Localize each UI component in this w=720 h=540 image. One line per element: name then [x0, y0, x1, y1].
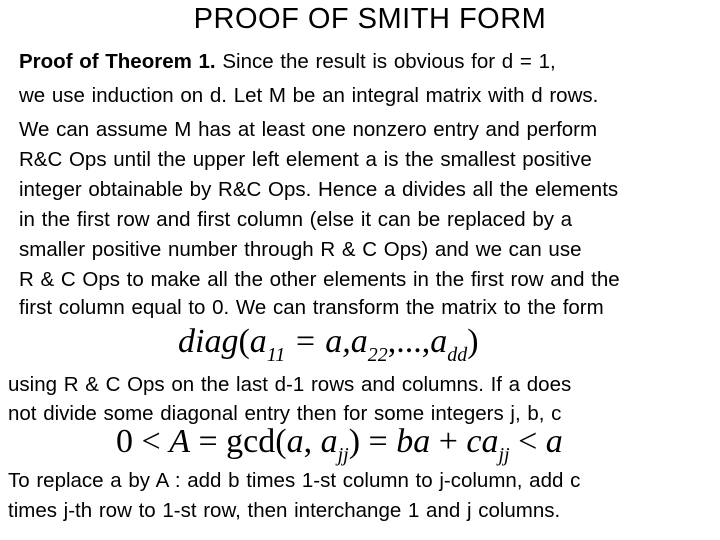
paragraph-line: R&C Ops until the upper left element a is the smallest positive [19, 148, 592, 171]
slide-title: PROOF OF SMITH FORM [193, 3, 547, 35]
paragraph-line: in the first row and first column (else it can be replaced by a [19, 208, 573, 231]
proof-heading: Proof of Theorem 1. [19, 50, 216, 73]
paragraph-line: To replace a by A : add b times 1-st column to j-column, add c [8, 469, 581, 492]
line-text: Since the result is obvious for d = 1, [215, 50, 556, 73]
paragraph-line: we use induction on d. Let M be an integral matrix with d rows. [19, 84, 599, 107]
paragraph-line: smaller positive number through R & C Ops) and we can use [19, 238, 582, 261]
paragraph-line: times j-th row to 1-st row, then interchange 1 and j columns. [8, 499, 561, 522]
paragraph-line: not divide some diagonal entry then for some integers j, b, c [8, 402, 562, 425]
paragraph-line: integer obtainable by R&C Ops. Hence a divides all the elements [19, 178, 619, 201]
paragraph-line: R & C Ops to make all the other elements in the first row and the [19, 268, 620, 291]
paragraph-line: using R & C Ops on the last d-1 rows and columns. If a does [8, 373, 572, 396]
diag-formula: $diag(a_{11} = a,a_{22},...,a_{dd})$ [178, 323, 479, 366]
diag-fn: diag [178, 323, 239, 360]
paragraph-line [19, 50, 556, 74]
gcd-formula: 0 < A = gcd(a, $a_{jj}$) = ba + $ca_{jj} < a$ [116, 423, 563, 466]
paragraph-line: We can assume M has at least one nonzero entry and perform [19, 118, 598, 141]
paragraph-line: first column equal to 0. We can transform the matrix to the form [19, 296, 604, 319]
